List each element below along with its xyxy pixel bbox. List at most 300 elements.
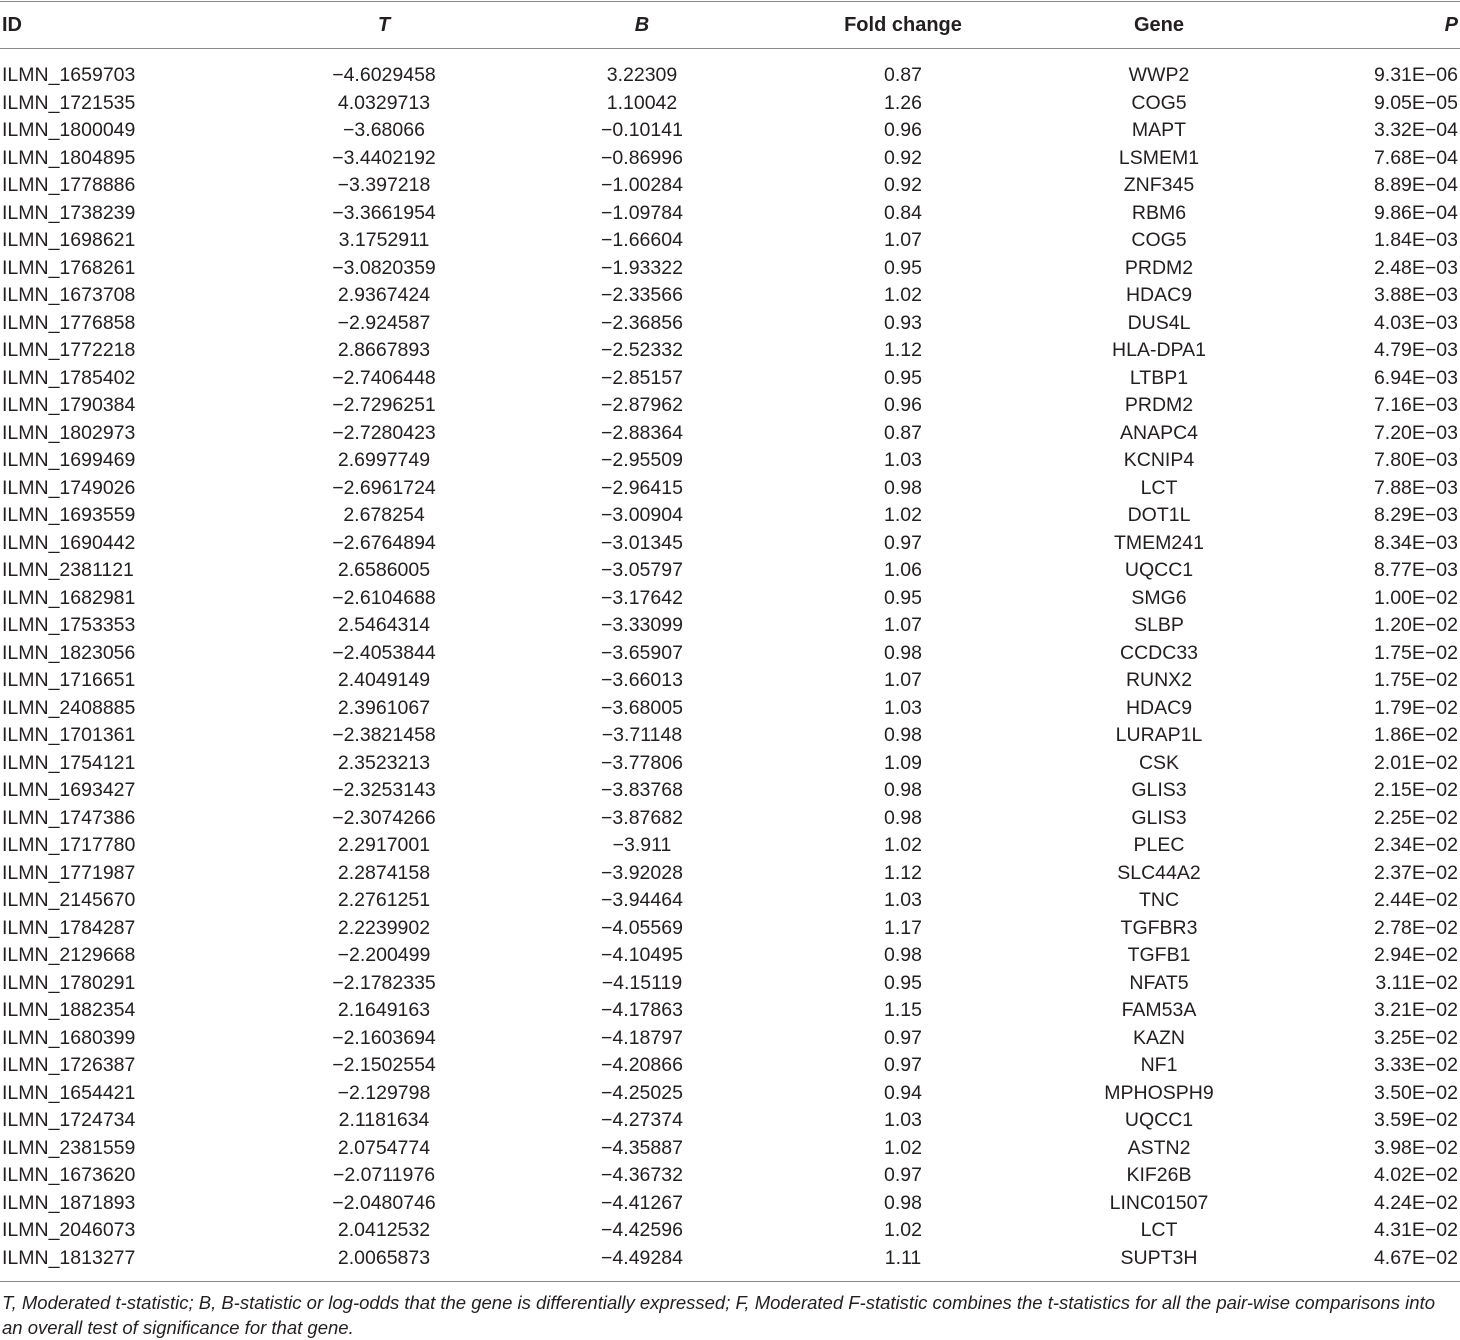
cell-id: ILMN_1776858: [2, 311, 136, 334]
cell-p: 7.20E−03: [1373, 421, 1458, 444]
cell-gene: HDAC9: [1125, 284, 1193, 307]
cell-b: −3.71148: [601, 724, 683, 747]
table-row: [0, 777, 1460, 805]
cell-p: 1.79E−02: [1373, 696, 1458, 719]
cell-b: −2.96415: [601, 476, 683, 499]
cell-p: 8.34E−03: [1373, 531, 1458, 554]
cell-gene: SMG6: [1131, 586, 1187, 609]
cell-gene: COG5: [1131, 229, 1187, 252]
cell-gene: SLBP: [1134, 614, 1184, 637]
cell-p: 1.00E−02: [1373, 586, 1458, 609]
table-row: [0, 200, 1460, 228]
cell-id: ILMN_1698621: [2, 229, 136, 252]
cell-t: −2.924587: [337, 311, 431, 334]
cell-b: −2.87962: [601, 394, 683, 417]
table-row: [0, 832, 1460, 860]
column-header-fold-change: Fold change: [844, 13, 962, 36]
cell-b: −3.94464: [601, 889, 683, 912]
cell-gene: GLIS3: [1131, 806, 1187, 829]
cell-b: −2.95509: [601, 449, 683, 472]
cell-b: −3.17642: [601, 586, 683, 609]
table-body: [0, 49, 1460, 1272]
cell-id: ILMN_1693427: [2, 779, 136, 802]
cell-t: 2.3523213: [337, 751, 431, 774]
cell-p: 1.75E−02: [1373, 641, 1458, 664]
cell-id: ILMN_2381121: [2, 559, 134, 582]
cell-gene: CCDC33: [1119, 641, 1199, 664]
cell-p: 3.25E−02: [1373, 1026, 1458, 1049]
cell-id: ILMN_1790384: [2, 394, 136, 417]
cell-gene: MPHOSPH9: [1104, 1081, 1214, 1104]
cell-p: 3.21E−02: [1373, 999, 1458, 1022]
cell-fold-change: 0.95: [884, 366, 922, 389]
cell-gene: LCT: [1140, 476, 1178, 499]
cell-p: 1.86E−02: [1373, 724, 1458, 747]
cell-id: ILMN_1780291: [2, 971, 136, 994]
cell-id: ILMN_1778886: [2, 174, 136, 197]
cell-b: −3.00904: [601, 504, 683, 527]
cell-fold-change: 0.97: [884, 1054, 922, 1077]
cell-gene: RBM6: [1131, 201, 1187, 224]
cell-gene: PRDM2: [1124, 394, 1194, 417]
cell-b: −4.36732: [601, 1164, 683, 1187]
cell-t: 2.4049149: [337, 669, 431, 692]
cell-b: −4.42596: [601, 1219, 683, 1242]
cell-t: 2.0754774: [337, 1136, 431, 1159]
cell-t: 2.2917001: [337, 834, 431, 857]
cell-id: ILMN_1871893: [2, 1191, 136, 1214]
cell-fold-change: 1.06: [884, 559, 922, 582]
cell-fold-change: 0.98: [884, 779, 922, 802]
table-row: [0, 557, 1460, 585]
cell-id: ILMN_2046073: [2, 1219, 136, 1242]
cell-p: 8.29E−03: [1373, 504, 1458, 527]
table-row: [0, 172, 1460, 200]
column-header-t: T: [377, 13, 391, 36]
table-row: [0, 1245, 1460, 1273]
cell-id: ILMN_1800049: [2, 119, 136, 142]
cell-t: −2.1603694: [332, 1026, 436, 1049]
cell-t: 4.0329713: [337, 91, 431, 114]
cell-b: −0.10141: [601, 119, 683, 142]
cell-gene: NFAT5: [1129, 971, 1189, 994]
cell-p: 6.94E−03: [1373, 366, 1458, 389]
cell-p: 4.02E−02: [1373, 1164, 1458, 1187]
cell-t: 2.1181634: [338, 1109, 430, 1132]
cell-p: 1.84E−03: [1373, 229, 1458, 252]
cell-fold-change: 0.98: [884, 476, 922, 499]
table-row: [0, 750, 1460, 778]
cell-t: −2.1502554: [332, 1054, 436, 1077]
cell-id: ILMN_1699469: [2, 449, 136, 472]
cell-t: 2.2874158: [337, 861, 431, 884]
cell-t: −2.1782335: [332, 971, 436, 994]
table-row: [0, 1217, 1460, 1245]
cell-id: ILMN_1682981: [2, 586, 136, 609]
cell-t: −2.0480746: [332, 1191, 436, 1214]
cell-t: 2.8667893: [337, 339, 431, 362]
cell-gene: HLA-DPA1: [1112, 339, 1206, 362]
table-row: [0, 365, 1460, 393]
cell-p: 3.33E−02: [1373, 1054, 1458, 1077]
table-row: [0, 282, 1460, 310]
table-row: [0, 420, 1460, 448]
cell-id: ILMN_1717780: [2, 834, 136, 857]
cell-gene: FAM53A: [1121, 999, 1197, 1022]
cell-t: −2.6104688: [332, 586, 436, 609]
table-row: [0, 1107, 1460, 1135]
cell-p: 9.05E−05: [1373, 91, 1458, 114]
cell-b: −3.05797: [601, 559, 683, 582]
cell-id: ILMN_1804895: [2, 146, 136, 169]
cell-b: 3.22309: [606, 64, 678, 87]
cell-id: ILMN_2145670: [2, 889, 136, 912]
cell-gene: TNC: [1138, 889, 1180, 912]
cell-b: −1.66604: [601, 229, 683, 252]
cell-gene: RUNX2: [1125, 669, 1193, 692]
cell-gene: NF1: [1140, 1054, 1178, 1077]
cell-p: 7.80E−03: [1373, 449, 1458, 472]
table-row: [0, 722, 1460, 750]
cell-t: 2.6997749: [337, 449, 431, 472]
cell-p: 1.75E−02: [1373, 669, 1458, 692]
cell-p: 8.77E−03: [1373, 559, 1458, 582]
cell-id: ILMN_1673708: [2, 284, 136, 307]
cell-fold-change: 0.94: [884, 1081, 922, 1104]
cell-gene: KAZN: [1132, 1026, 1185, 1049]
table-row: [0, 117, 1460, 145]
cell-gene: ASTN2: [1127, 1136, 1191, 1159]
cell-b: −2.85157: [601, 366, 683, 389]
cell-b: 1.10042: [606, 91, 678, 114]
cell-p: 3.50E−02: [1373, 1081, 1458, 1104]
cell-fold-change: 1.02: [884, 1136, 922, 1159]
cell-gene: GLIS3: [1131, 779, 1187, 802]
cell-fold-change: 0.98: [884, 1191, 922, 1214]
table-row: [0, 1162, 1460, 1190]
cell-id: ILMN_2408885: [2, 696, 136, 719]
table-row: [0, 530, 1460, 558]
cell-p: 8.89E−04: [1373, 174, 1458, 197]
cell-b: −1.93322: [601, 256, 683, 279]
cell-p: 3.32E−04: [1373, 119, 1458, 142]
table-footnote: T, Moderated t-statistic; B, B-statistic or log-odds that the gene is differentially expressed; F, Moderated F-statistic combines the t-statistics for all the pair-wise comparisons into an overall test of significance for that gene.: [2, 1292, 1436, 1338]
cell-b: −1.00284: [601, 174, 683, 197]
table-header-row: [0, 2, 1460, 48]
table-row: [0, 145, 1460, 173]
cell-id: ILMN_1724734: [2, 1109, 136, 1132]
cell-p: 2.94E−02: [1373, 944, 1458, 967]
cell-p: 7.68E−04: [1373, 146, 1458, 169]
cell-id: ILMN_1716651: [2, 669, 136, 692]
cell-fold-change: 0.97: [884, 1164, 922, 1187]
cell-t: 2.3961067: [337, 696, 431, 719]
cell-fold-change: 1.02: [884, 504, 922, 527]
cell-id: ILMN_1749026: [2, 476, 136, 499]
cell-id: ILMN_1768261: [2, 256, 136, 279]
cell-b: −3.87682: [601, 806, 683, 829]
cell-b: −3.77806: [601, 751, 683, 774]
cell-b: −3.68005: [601, 696, 683, 719]
cell-gene: ANAPC4: [1119, 421, 1199, 444]
cell-gene: SUPT3H: [1120, 1246, 1198, 1269]
column-header-p: P: [1444, 13, 1458, 36]
cell-fold-change: 0.92: [884, 146, 922, 169]
cell-b: −1.09784: [601, 201, 683, 224]
cell-fold-change: 1.02: [884, 284, 922, 307]
cell-fold-change: 0.98: [884, 806, 922, 829]
table-row: [0, 447, 1460, 475]
cell-gene: UQCC1: [1124, 1109, 1194, 1132]
cell-b: −0.86996: [601, 146, 683, 169]
cell-b: −4.15119: [601, 971, 683, 994]
column-header-id: ID: [2, 13, 22, 36]
cell-fold-change: 1.15: [884, 999, 922, 1022]
cell-id: ILMN_2381559: [2, 1136, 136, 1159]
cell-p: 2.44E−02: [1373, 889, 1458, 912]
cell-fold-change: 1.03: [884, 449, 922, 472]
cell-fold-change: 0.98: [884, 641, 922, 664]
cell-id: ILMN_1802973: [2, 421, 136, 444]
cell-id: ILMN_1654421: [2, 1081, 136, 1104]
cell-fold-change: 1.12: [884, 861, 922, 884]
table-row: [0, 970, 1460, 998]
cell-fold-change: 0.96: [884, 394, 922, 417]
results-table: [0, 1, 1460, 1340]
cell-id: ILMN_1753353: [2, 614, 136, 637]
cell-p: 4.31E−02: [1373, 1219, 1458, 1242]
table-row: [0, 310, 1460, 338]
cell-id: ILMN_1726387: [2, 1054, 136, 1077]
table-row: [0, 1135, 1460, 1163]
cell-fold-change: 1.02: [884, 834, 922, 857]
cell-t: 2.0065873: [337, 1246, 431, 1269]
cell-id: ILMN_1754121: [2, 751, 136, 774]
cell-b: −2.33566: [601, 284, 683, 307]
table-row: [0, 1190, 1460, 1218]
cell-b: −3.911: [612, 834, 672, 857]
cell-fold-change: 1.11: [884, 1246, 922, 1269]
cell-b: −4.17863: [601, 999, 683, 1022]
cell-p: 3.59E−02: [1373, 1109, 1458, 1132]
table-row: [0, 860, 1460, 888]
cell-p: 4.67E−02: [1373, 1246, 1458, 1269]
cell-id: ILMN_2129668: [2, 944, 136, 967]
cell-b: −4.41267: [601, 1191, 683, 1214]
cell-fold-change: 0.96: [884, 119, 922, 142]
cell-b: −4.35887: [601, 1136, 683, 1159]
table-row: [0, 695, 1460, 723]
cell-gene: CSK: [1138, 751, 1180, 774]
cell-p: 2.48E−03: [1373, 256, 1458, 279]
table-row: [0, 1080, 1460, 1108]
cell-gene: LCT: [1140, 1219, 1178, 1242]
table-row: [0, 90, 1460, 118]
cell-t: 2.2761251: [337, 889, 431, 912]
cell-id: ILMN_1701361: [2, 724, 136, 747]
cell-b: −4.27374: [601, 1109, 683, 1132]
cell-t: −2.7280423: [332, 421, 436, 444]
table-row: [0, 62, 1460, 90]
column-header-b: B: [634, 13, 650, 36]
table-row: [0, 942, 1460, 970]
cell-fold-change: 1.09: [884, 751, 922, 774]
cell-id: ILMN_1693559: [2, 504, 136, 527]
table-row: [0, 887, 1460, 915]
cell-b: −3.33099: [601, 614, 683, 637]
cell-t: 2.5464314: [337, 614, 431, 637]
cell-gene: COG5: [1131, 91, 1187, 114]
table-row: [0, 997, 1460, 1025]
table-row: [0, 475, 1460, 503]
cell-fold-change: 1.07: [884, 229, 922, 252]
cell-t: −4.6029458: [332, 64, 436, 87]
cell-id: ILMN_1772218: [2, 339, 136, 362]
cell-t: −2.129798: [337, 1081, 431, 1104]
cell-gene: LTBP1: [1129, 366, 1189, 389]
table-row: [0, 640, 1460, 668]
cell-gene: UQCC1: [1124, 559, 1194, 582]
cell-t: −3.3661954: [332, 201, 436, 224]
cell-fold-change: 1.26: [884, 91, 922, 114]
cell-t: −2.6764894: [332, 531, 436, 554]
cell-p: 3.88E−03: [1373, 284, 1458, 307]
cell-p: 3.98E−02: [1373, 1136, 1458, 1159]
cell-fold-change: 0.93: [884, 311, 922, 334]
cell-id: ILMN_1680399: [2, 1026, 136, 1049]
table-row: [0, 1025, 1460, 1053]
table-row: [0, 915, 1460, 943]
table-row: [0, 1052, 1460, 1080]
cell-gene: TMEM241: [1114, 531, 1204, 554]
cell-p: 2.01E−02: [1373, 751, 1458, 774]
cell-id: ILMN_1823056: [2, 641, 136, 664]
cell-p: 4.79E−03: [1373, 339, 1458, 362]
cell-t: −3.4402192: [332, 146, 436, 169]
table-row: [0, 585, 1460, 613]
cell-fold-change: 1.17: [884, 916, 922, 939]
cell-gene: HDAC9: [1125, 696, 1193, 719]
cell-t: −2.3074266: [332, 806, 436, 829]
cell-t: −2.4053844: [332, 641, 436, 664]
cell-fold-change: 0.98: [884, 724, 922, 747]
cell-t: 2.0412532: [337, 1219, 431, 1242]
cell-p: 2.15E−02: [1373, 779, 1458, 802]
cell-b: −4.10495: [601, 944, 683, 967]
cell-fold-change: 0.97: [884, 1026, 922, 1049]
cell-gene: DOT1L: [1127, 504, 1191, 527]
cell-gene: PRDM2: [1124, 256, 1194, 279]
cell-gene: TGFBR3: [1120, 916, 1198, 939]
cell-fold-change: 1.07: [884, 669, 922, 692]
table-row: [0, 392, 1460, 420]
cell-p: 4.24E−02: [1373, 1191, 1458, 1214]
cell-t: −2.7406448: [332, 366, 436, 389]
cell-gene: KIF26B: [1126, 1164, 1192, 1187]
cell-t: −3.397218: [337, 174, 431, 197]
cell-gene: LSMEM1: [1118, 146, 1200, 169]
cell-fold-change: 1.12: [884, 339, 922, 362]
cell-gene: KCNIP4: [1123, 449, 1195, 472]
cell-id: ILMN_1673620: [2, 1164, 136, 1187]
cell-t: −3.0820359: [332, 256, 436, 279]
cell-b: −3.01345: [601, 531, 683, 554]
cell-t: −2.3253143: [332, 779, 436, 802]
cell-t: −2.7296251: [332, 394, 436, 417]
cell-gene: MAPT: [1131, 119, 1187, 142]
cell-t: −2.200499: [337, 944, 431, 967]
table-row: [0, 502, 1460, 530]
cell-fold-change: 0.84: [884, 201, 922, 224]
cell-id: ILMN_1738239: [2, 201, 136, 224]
cell-p: 7.88E−03: [1373, 476, 1458, 499]
cell-gene: PLEC: [1133, 834, 1185, 857]
cell-p: 1.20E−02: [1373, 614, 1458, 637]
cell-fold-change: 1.07: [884, 614, 922, 637]
cell-b: −2.52332: [601, 339, 683, 362]
cell-fold-change: 1.03: [884, 696, 922, 719]
table-row: [0, 255, 1460, 283]
cell-gene: LURAP1L: [1115, 724, 1203, 747]
cell-id: ILMN_1882354: [2, 999, 136, 1022]
column-header-gene: Gene: [1133, 13, 1185, 36]
cell-id: ILMN_1747386: [2, 806, 136, 829]
cell-fold-change: 0.95: [884, 256, 922, 279]
cell-b: −4.25025: [601, 1081, 683, 1104]
cell-t: 2.1649163: [337, 999, 431, 1022]
cell-b: −2.36856: [601, 311, 683, 334]
cell-p: 2.25E−02: [1373, 806, 1458, 829]
cell-fold-change: 0.98: [884, 944, 922, 967]
cell-t: 2.678254: [343, 504, 425, 527]
cell-fold-change: 1.03: [884, 889, 922, 912]
cell-b: −3.92028: [601, 861, 683, 884]
cell-p: 9.31E−06: [1373, 64, 1458, 87]
cell-id: ILMN_1813277: [2, 1246, 136, 1269]
cell-p: 4.03E−03: [1373, 311, 1458, 334]
cell-b: −4.18797: [601, 1026, 683, 1049]
cell-gene: LINC01507: [1109, 1191, 1209, 1214]
cell-fold-change: 0.95: [884, 586, 922, 609]
cell-gene: TGFB1: [1127, 944, 1191, 967]
cell-t: 3.1752911: [338, 229, 430, 252]
cell-b: −3.65907: [601, 641, 683, 664]
cell-b: −3.66013: [601, 669, 683, 692]
cell-p: 2.37E−02: [1373, 861, 1458, 884]
cell-t: 2.6586005: [337, 559, 431, 582]
cell-fold-change: 1.03: [884, 1109, 922, 1132]
cell-t: −2.0711976: [332, 1164, 436, 1187]
cell-fold-change: 0.87: [884, 64, 922, 87]
cell-p: 9.86E−04: [1373, 201, 1458, 224]
cell-fold-change: 0.92: [884, 174, 922, 197]
cell-p: 7.16E−03: [1373, 394, 1458, 417]
cell-fold-change: 0.87: [884, 421, 922, 444]
cell-t: 2.2239902: [337, 916, 431, 939]
cell-id: ILMN_1690442: [2, 531, 136, 554]
cell-p: 2.34E−02: [1373, 834, 1458, 857]
cell-fold-change: 0.95: [884, 971, 922, 994]
cell-gene: DUS4L: [1127, 311, 1191, 334]
cell-id: ILMN_1785402: [2, 366, 136, 389]
cell-t: −2.3821458: [332, 724, 436, 747]
cell-b: −4.05569: [601, 916, 683, 939]
cell-id: ILMN_1771987: [2, 861, 136, 884]
cell-id: ILMN_1659703: [2, 64, 136, 87]
cell-gene: WWP2: [1128, 64, 1190, 87]
cell-t: −2.6961724: [332, 476, 436, 499]
cell-b: −4.49284: [601, 1246, 683, 1269]
